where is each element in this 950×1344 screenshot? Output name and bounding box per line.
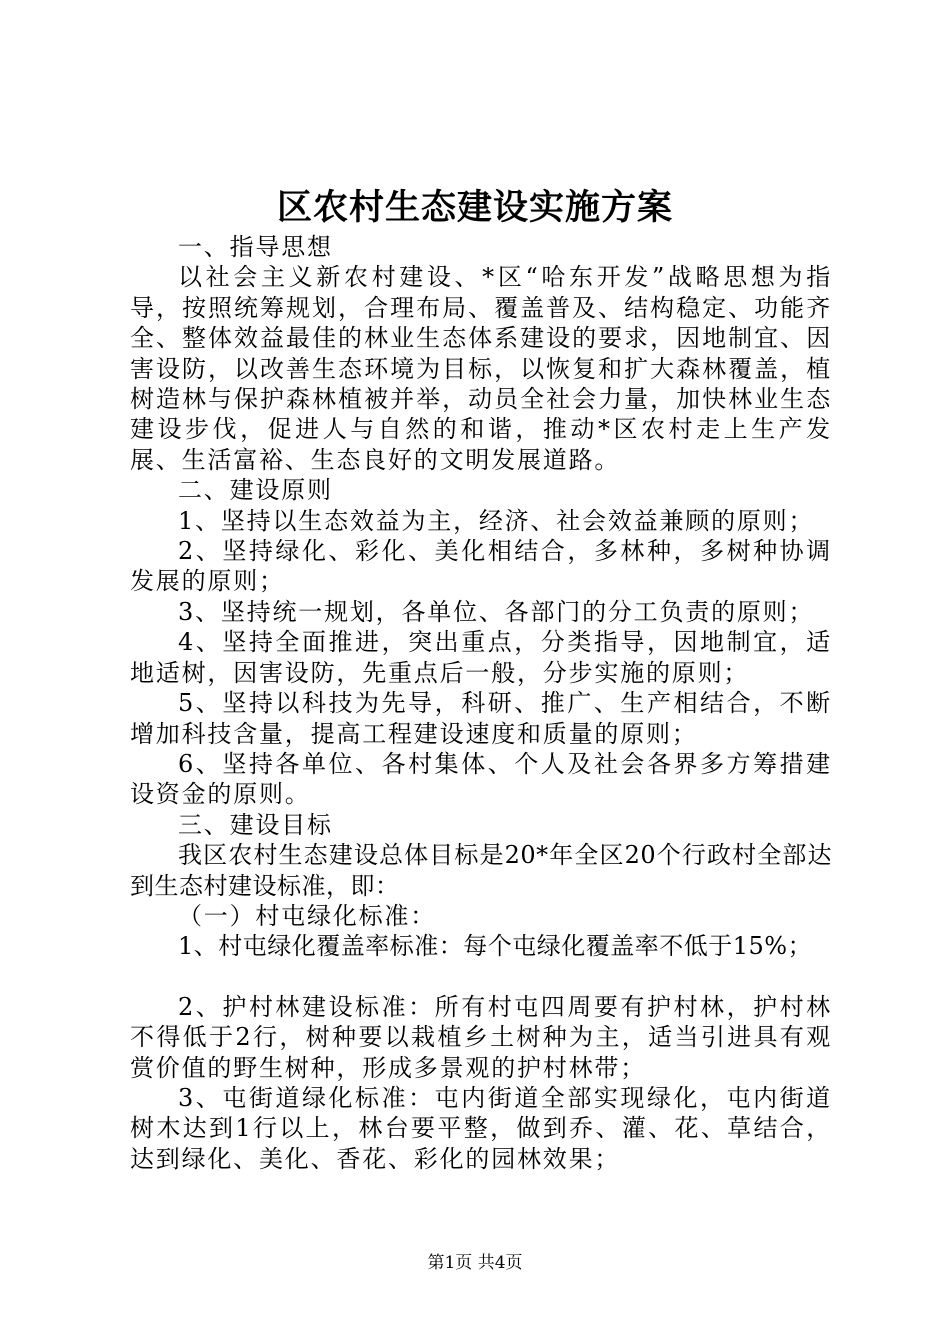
standard-item-2: 2、护村林建设标准：所有村屯四周要有护村林，护村林不得低于2行，树种要以栽植乡土树种为主，适当引进具有观赏价值的野生树种，形成多景观的护村林带； [130,992,832,1082]
standard-item-1: 1、村屯绿化覆盖率标准：每个屯绿化覆盖率不低于15%； [178,932,813,961]
subsection-heading-village-greening: （一）村屯绿化标准： [178,901,436,930]
paragraph-guiding-ideology: 以社会主义新农村建设、*区“哈东开发”战略思想为指导，按照统筹规划，合理布局、覆盖普及、结构稳定、功能齐全、整体效益最佳的林业生态体系建设的要求，因地制宜、因害设防，以改善生态环境为目标，以恢复和扩大森林覆盖，植树造林与保护森林植被并举，动员全社会力量，加快林业生态建设步伐，促进人与自然的和谐，推动*区农村走上生产发展、生活富裕、生态良好的文明发展道路。 [130,263,832,474]
principle-item-6: 6、坚持各单位、各村集体、个人及社会各界多方筹措建设资金的原则。 [130,749,832,809]
document-body [130,232,832,1174]
section-heading-goals: 三、建设目标 [178,810,333,839]
paragraph-overall-goal: 我区农村生态建设总体目标是20*年全区20个行政村全部达到生态村建设标准，即： [130,841,832,900]
principle-item-4: 4、坚持全面推进，突出重点，分类指导，因地制宜，适地适树，因害设防，先重点后一般，分步实施的原则； [130,628,832,687]
section-heading-principles: 二、建设原则 [178,476,333,505]
section-heading-guiding-ideology: 一、指导思想 [178,233,333,261]
page-number-footer: 第1页 共4页 [427,1253,523,1273]
document-title: 区农村生态建设实施方案 [276,187,673,228]
principle-item-2: 2、坚持绿化、彩化、美化相结合，多林种，多树种协调发展的原则； [130,537,832,596]
principle-item-1: 1、坚持以生态效益为主，经济、社会效益兼顾的原则； [178,506,815,535]
principle-item-5: 5、坚持以科技为先导，科研、推广、生产相结合，不断增加科技含量，提高工程建设速度和质量的原则； [130,689,832,748]
principle-item-3: 3、坚持统一规划，各单位、各部门的分工负责的原则； [178,597,815,626]
blank-line [130,962,832,992]
standard-item-3: 3、屯街道绿化标准：屯内街道全部实现绿化，屯内街道树木达到1行以上，林台要平整，做到乔、灌、花、草结合，达到绿化、美化、香花、彩化的园林效果； [130,1083,832,1173]
